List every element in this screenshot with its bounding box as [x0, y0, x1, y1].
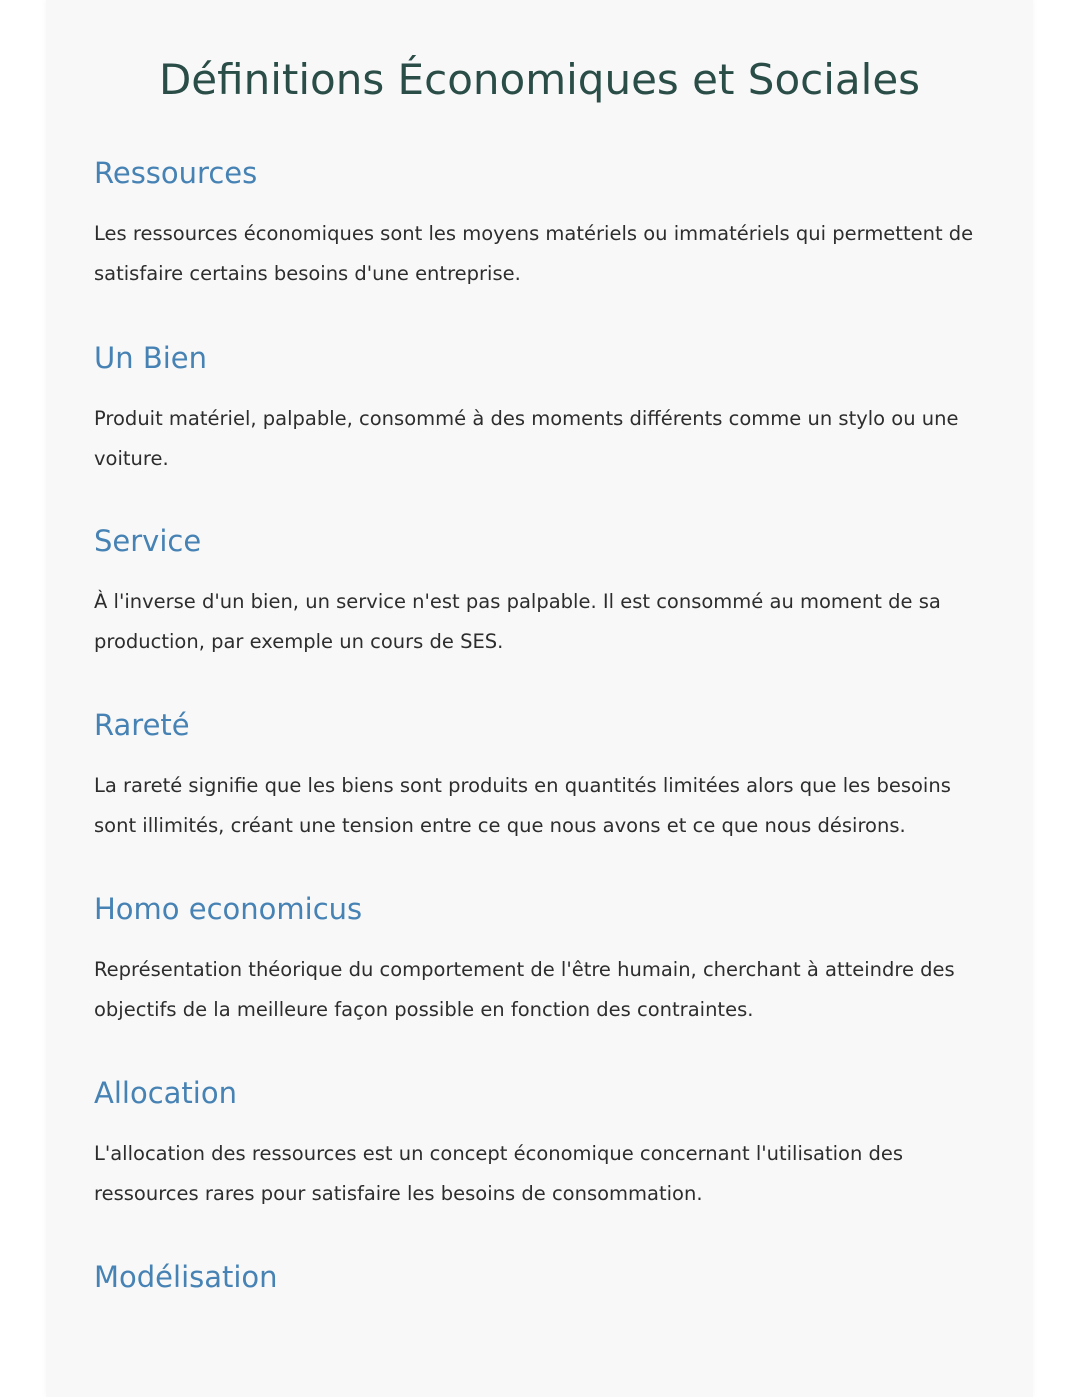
section-heading: Homo economicus [94, 892, 363, 926]
section-heading: Allocation [94, 1076, 237, 1110]
section-body: La rareté signifie que les biens sont produits en quantités limitées alors que les besoins sont illimités, créant une tension entre ce que nous avons et ce que nous désirons. [94, 774, 951, 837]
section-heading: Rareté [94, 708, 190, 742]
page-title: Définitions Économiques et Sociales [158, 55, 921, 104]
section-rarete [94, 705, 985, 845]
section-homo-economicus [94, 889, 985, 1029]
section-service [94, 521, 985, 661]
section-body: À l'inverse d'un bien, un service n'est pas palpable. Il est consommé au moment de sa production, par exemple un cours de SES. [94, 590, 941, 653]
section-body: Les ressources économiques sont les moyens matériels ou immatériels qui permettent de satisfaire certains besoins d'une entreprise. [94, 222, 974, 285]
section-ressources [94, 153, 985, 293]
section-body: Représentation théorique du comportement de l'être humain, cherchant à atteindre des objectifs de la meilleure façon possible en fonction des contraintes. [94, 958, 955, 1021]
section-heading: Ressources [94, 156, 258, 190]
section-heading: Un Bien [94, 341, 207, 375]
section-un-bien [94, 338, 985, 478]
document-page [46, 0, 1033, 1397]
section-allocation [94, 1073, 985, 1213]
section-heading: Modélisation [94, 1260, 278, 1294]
section-body: L'allocation des ressources est un concept économique concernant l'utilisation des ressources rares pour satisfaire les besoins de consommation. [94, 1142, 904, 1205]
section-body: Produit matériel, palpable, consommé à des moments différents comme un stylo ou une voiture. [94, 407, 959, 470]
section-heading: Service [94, 524, 202, 558]
section-modelisation [94, 1257, 985, 1297]
